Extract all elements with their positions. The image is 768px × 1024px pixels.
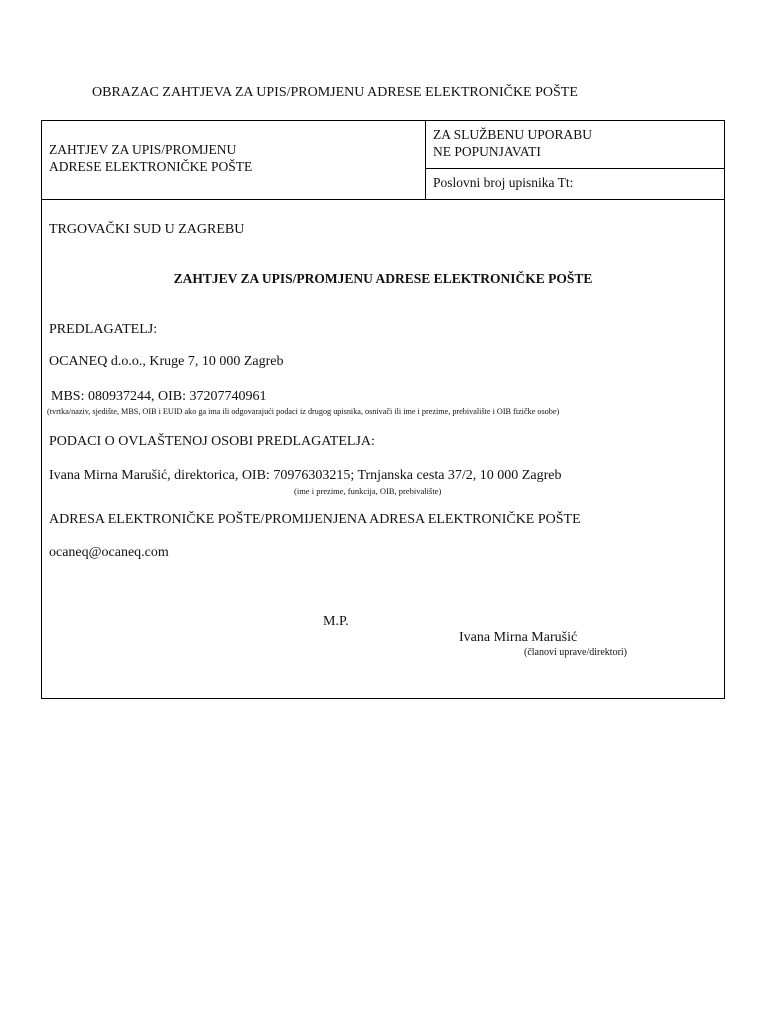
official-use-cell	[426, 121, 724, 169]
official-use-line-2: NE POPUNJAVATI	[433, 144, 541, 159]
proposer-ids: MBS: 080937244, OIB: 37207740961	[51, 389, 267, 404]
court-name: TRGOVAČKI SUD U ZAGREBU	[49, 222, 245, 237]
official-use-line-1: ZA SLUŽBENU UPORABU	[433, 127, 593, 142]
authorized-person-details: Ivana Mirna Marušić, direktorica, OIB: 70976303215; Trnjanska cesta 37/2, 10 000 Zagreb	[49, 468, 562, 483]
proposer-company: OCANEQ d.o.o., Kruge 7, 10 000 Zagreb	[49, 354, 284, 369]
email-value: ocaneq@ocaneq.com	[49, 545, 169, 560]
proposer-label: PREDLAGATELJ:	[49, 322, 158, 337]
registry-number-cell	[426, 169, 724, 199]
signer-note: (članovi uprave/direktori)	[524, 647, 628, 658]
request-title-text	[49, 141, 252, 175]
authorized-person-label: PODACI O OVLAŠTENOJ OSOBI PREDLAGATELJA:	[49, 434, 375, 449]
signer-name: Ivana Mirna Marušić	[459, 630, 578, 645]
email-label: ADRESA ELEKTRONIČKE POŠTE/PROMIJENJENA ADRESA ELEKTRONIČKE POŠTE	[49, 512, 581, 527]
official-use-text	[433, 126, 592, 160]
request-title-line-2: ADRESE ELEKTRONIČKE POŠTE	[49, 159, 253, 174]
proposer-note: (tvrtka/naziv, sjedište, MBS, OIB i EUID ako ga ima ili odgovarajući podaci iz drugog upisnika, osnivači ili ime i prezime, prebivalište i OIB fizičke osobe)	[47, 407, 560, 416]
form-frame	[41, 120, 725, 699]
form-title: OBRAZAC ZAHTJEVA ZA UPIS/PROMJENU ADRESE ELEKTRONIČKE POŠTE	[92, 85, 578, 100]
stamp-placeholder: M.P.	[323, 614, 349, 629]
main-title: ZAHTJEV ZA UPIS/PROMJENU ADRESE ELEKTRONIČKE POŠTE	[173, 271, 593, 286]
form-header	[42, 121, 724, 200]
request-title-line-1: ZAHTJEV ZA UPIS/PROMJENU	[49, 142, 237, 157]
registry-number-label: Poslovni broj upisnika Tt:	[433, 175, 574, 190]
authorized-person-note: (ime i prezime, funkcija, OIB, prebivalište)	[294, 486, 442, 496]
request-title-cell	[42, 121, 426, 199]
